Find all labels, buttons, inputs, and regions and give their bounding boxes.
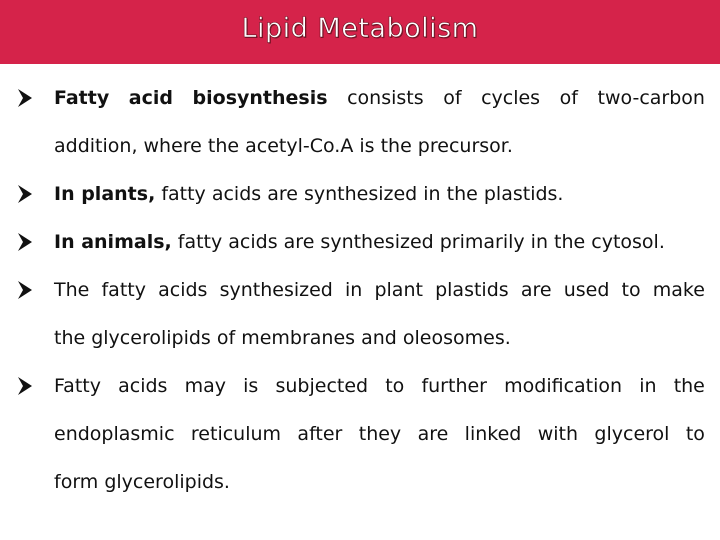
arrow-bullet-icon	[14, 87, 36, 109]
bullet-bold-lead: In animals,	[54, 231, 172, 253]
bullet-word: The	[54, 279, 90, 301]
bullet-word: may	[184, 375, 226, 397]
bullet-word: make	[652, 279, 705, 301]
bullet-word: biosynthesis	[192, 87, 328, 109]
arrow-bullet-icon	[14, 279, 36, 301]
bullet-word: they	[358, 423, 402, 445]
bullet-word: of	[443, 87, 462, 109]
bullet-word: acids	[118, 375, 168, 397]
bullet-line	[54, 182, 563, 206]
bullet-word: to	[685, 423, 705, 445]
bullet-line: the glycerolipids of membranes and oleosomes.	[54, 327, 511, 349]
slide-title: Lipid Metabolism	[241, 12, 479, 44]
bullet-word: acid	[128, 87, 173, 109]
bullet-line	[54, 422, 705, 446]
bullet-text: fatty acids are synthesized primarily in the cytosol.	[171, 231, 665, 253]
bullet-word: plastids	[435, 279, 509, 301]
arrow-bullet-icon	[14, 231, 36, 253]
bullet-word: fatty	[101, 279, 146, 301]
bullet-word: is	[243, 375, 259, 397]
bullet-word: endoplasmic	[54, 423, 175, 445]
bullet-word: subjected	[275, 375, 369, 397]
bullet-word: modification	[504, 375, 623, 397]
bullet-word: of	[559, 87, 578, 109]
bullet-bold-lead: In plants,	[54, 183, 156, 205]
bullet-line	[54, 374, 705, 398]
bullet-line: addition, where the acetyl-Co.A is the precursor.	[54, 135, 513, 157]
bullet-word: consists	[347, 87, 424, 109]
bullet-word: the	[673, 375, 705, 397]
bullet-word: two-carbon	[597, 87, 705, 109]
bullet-word: to	[621, 279, 641, 301]
bullet-line	[54, 230, 665, 254]
bullet-word: after	[297, 423, 343, 445]
title-bar	[0, 0, 720, 64]
bullet-word: Fatty	[54, 87, 110, 109]
bullet-word: in	[639, 375, 657, 397]
bullet-line	[54, 86, 705, 110]
bullet-word: to	[385, 375, 405, 397]
bullet-word: are	[520, 279, 552, 301]
bullet-line: form glycerolipids.	[54, 471, 230, 493]
bullet-word: plant	[374, 279, 423, 301]
bullet-word: linked	[464, 423, 522, 445]
bullet-word: in	[345, 279, 363, 301]
bullet-word: further	[421, 375, 487, 397]
arrow-bullet-icon	[14, 183, 36, 205]
bullet-word: acids	[158, 279, 208, 301]
bullet-text: fatty acids are synthesized in the plastids.	[155, 183, 564, 205]
bullet-word: cycles	[481, 87, 541, 109]
bullet-line	[54, 278, 705, 302]
bullet-word: synthesized	[219, 279, 333, 301]
bullet-word: reticulum	[190, 423, 282, 445]
bullet-word: used	[563, 279, 610, 301]
bullet-word: Fatty	[54, 375, 101, 397]
bullet-word: with	[537, 423, 579, 445]
arrow-bullet-icon	[14, 375, 36, 397]
bullet-word: glycerol	[594, 423, 670, 445]
bullet-word: are	[417, 423, 449, 445]
